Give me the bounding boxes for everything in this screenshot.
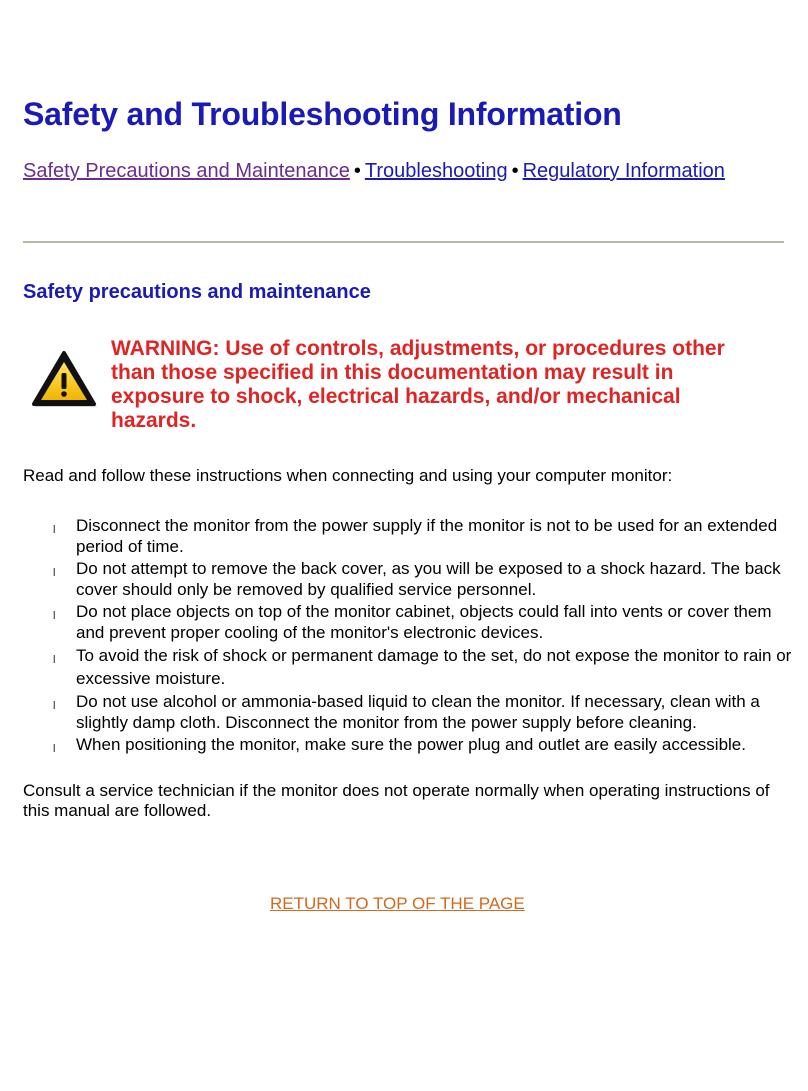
nav-link-safety-precautions[interactable]: Safety Precautions and Maintenance — [23, 160, 350, 182]
horizontal-divider — [23, 241, 784, 243]
bullet-marker: l — [53, 524, 56, 536]
list-item — [53, 601, 793, 643]
bullet-marker: l — [53, 700, 56, 712]
bullet-marker: l — [53, 654, 56, 666]
return-to-top-link[interactable]: RETURN TO TOP OF THE PAGE — [270, 894, 525, 913]
nav-separator: • — [353, 160, 361, 182]
list-item-text: When positioning the monitor, make sure the power plug and outlet are easily accessible. — [76, 735, 746, 754]
page-title: Safety and Troubleshooting Information — [23, 96, 622, 132]
list-item-text: Do not use alcohol or ammonia-based liquid to clean the monitor. If necessary, clean with a slightly damp cloth. Disconnect the monitor from the power supply before cleaning. — [76, 692, 760, 732]
nav-separator: • — [511, 160, 519, 182]
bullet-marker: l — [53, 743, 56, 755]
warning-triangle-icon — [31, 350, 97, 408]
list-item — [53, 515, 793, 557]
list-item-text: Do not place objects on top of the monitor cabinet, objects could fall into vents or cover them and prevent proper cooling of the monitor's electronic devices. — [76, 602, 772, 642]
nav-link-troubleshooting[interactable]: Troubleshooting — [364, 160, 508, 182]
warning-message: WARNING: Use of controls, adjustments, or procedures other than those specified in this documentation may result in exposure to shock, electrical hazards, and/or mechanical hazards. — [111, 337, 725, 432]
list-item-text: Disconnect the monitor from the power supply if the monitor is not to be used for an extended period of time. — [76, 516, 778, 556]
instruction-list — [53, 515, 793, 756]
bullet-marker: l — [53, 610, 56, 622]
bullet-marker: l — [53, 567, 56, 579]
section-title: Safety precautions and maintenance — [23, 281, 371, 303]
section-nav — [23, 160, 725, 183]
list-item — [53, 558, 793, 600]
intro-text: Read and follow these instructions when connecting and using your computer monitor: — [23, 466, 673, 485]
list-item-text: Do not attempt to remove the back cover, as you will be exposed to a shock hazard. The back cover should only be removed by qualified service personnel. — [76, 559, 781, 599]
consult-text: Consult a service technician if the monitor does not operate normally when operating instructions of this manual are followed. — [23, 781, 770, 820]
list-item — [53, 734, 793, 755]
list-item — [53, 644, 793, 690]
list-item — [53, 691, 793, 733]
list-item-text: To avoid the risk of shock or permanent damage to the set, do not expose the monitor to rain or excessive moisture. — [76, 646, 792, 688]
nav-link-regulatory-information[interactable]: Regulatory Information — [522, 160, 725, 182]
